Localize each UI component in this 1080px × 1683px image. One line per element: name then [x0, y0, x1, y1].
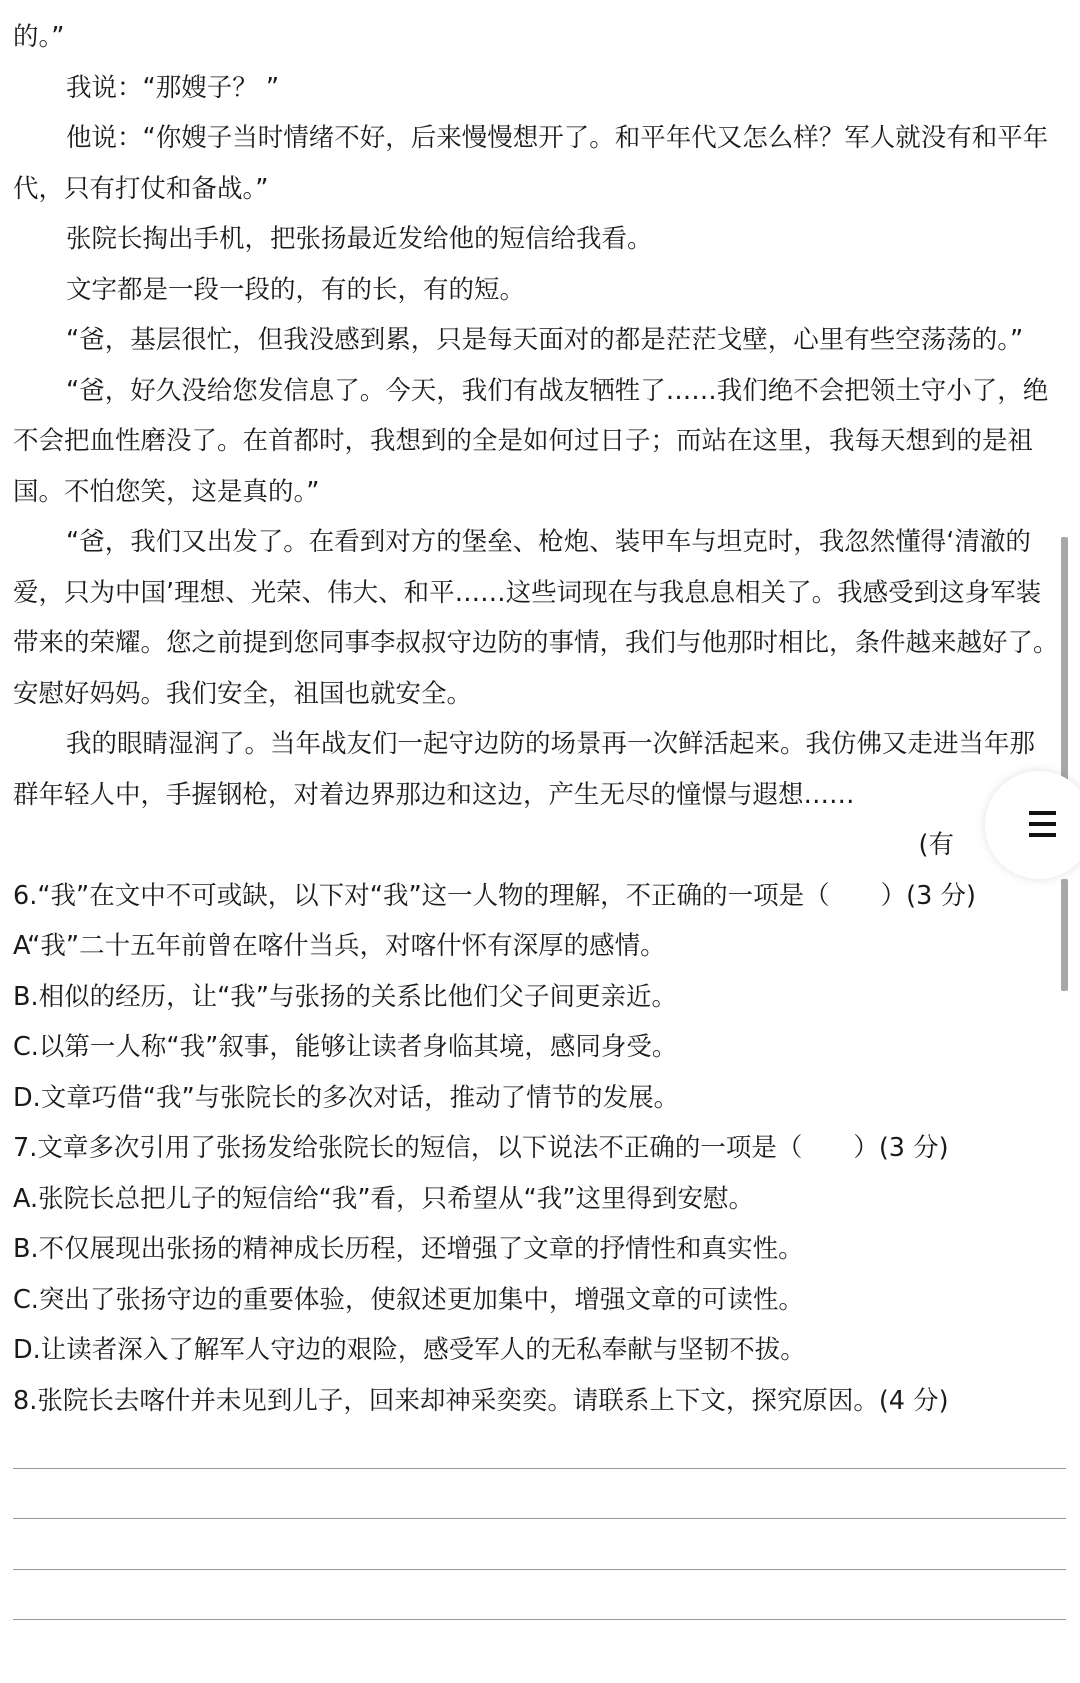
passage-line: “爸，基层很忙，但我没感到累，只是每天面对的都是茫茫戈壁，心里有些空荡荡的。”: [66, 325, 1024, 355]
passage-line: 不会把血性磨没了。在首都时，我想到的全是如何过日子；而站在这里，我每天想到的是祖: [13, 426, 1034, 456]
question-option[interactable]: B.相似的经历，让“我”与张扬的关系比他们父子间更亲近。: [13, 981, 678, 1012]
hamburger-menu-icon: [1029, 811, 1056, 844]
answer-line[interactable]: [13, 1468, 1066, 1469]
question-option[interactable]: A.张院长总把儿子的短信给“我”看，只希望从“我”这里得到安慰。: [13, 1183, 754, 1214]
passage-line: 安慰好妈妈。我们安全，祖国也就安全。: [13, 678, 473, 709]
passage-line: 的。”: [13, 22, 65, 52]
passage-line: 群年轻人中，手握钢枪，对着边界那边和这边，产生无尽的憧憬与遐想……: [13, 779, 855, 810]
passage-line: 带来的荣耀。您之前提到您同事李叔叔守边防的事情，我们与他那时相比，条件越来越好了。: [13, 628, 1059, 658]
scrollbar-thumb-lower[interactable]: [1061, 879, 1068, 991]
passage: [13, 12, 1066, 820]
question-stem: 6.“我”在文中不可或缺，以下对“我”这一人物的理解，不正确的一项是（ ）(3 分): [13, 880, 976, 911]
passage-line: 我的眼睛湿润了。当年战友们一起守边防的场景再一次鲜活起来。我仿佛又走进当年那: [66, 729, 1036, 759]
passage-line: 他说：“你嫂子当时情绪不好，后来慢慢想开了。和平年代又怎么样？军人就没有和平年: [66, 123, 1049, 153]
passage-line: 国。不怕您笑，这是真的。”: [13, 476, 320, 507]
passage-line: 张院长掏出手机，把张扬最近发给他的短信给我看。: [66, 224, 653, 254]
source-note: (有: [918, 830, 954, 860]
passage-line: 我说：“那嫂子？ ”: [66, 72, 280, 103]
answer-line[interactable]: [13, 1569, 1066, 1570]
passage-line: “爸，我们又出发了。在看到对方的堡垒、枪炮、装甲车与坦克时，我忽然懂得‘清澈的: [66, 527, 1031, 557]
passage-line: 文字都是一段一段的，有的长，有的短。: [66, 274, 526, 305]
question-option[interactable]: B.不仅展现出张扬的精神成长历程，还增强了文章的抒情性和真实性。: [13, 1234, 804, 1264]
question-option[interactable]: D.文章巧借“我”与张院长的多次对话，推动了情节的发展。: [13, 1082, 680, 1113]
question-option[interactable]: D.让读者深入了解军人守边的艰险，感受军人的无私奉献与坚韧不拔。: [13, 1335, 806, 1365]
questions: [13, 871, 1066, 1427]
passage-line: 爱，只为中国’理想、光荣、伟大、和平……这些词现在与我息息相关了。我感受到这身军装: [13, 577, 1042, 608]
question-stem: 7.文章多次引用了张扬发给张院长的短信，以下说法不正确的一项是（ ）(3 分): [13, 1133, 949, 1163]
question-option[interactable]: C.突出了张扬守边的重要体验，使叙述更加集中，增强文章的可读性。: [13, 1284, 804, 1315]
question-option[interactable]: A“我”二十五年前曾在喀什当兵，对喀什怀有深厚的感情。: [13, 931, 666, 961]
document-body: [13, 12, 1066, 1426]
answer-line[interactable]: [13, 1518, 1066, 1519]
passage-line: “爸，好久没给您发信息了。今天，我们有战友牺牲了……我们绝不会把领土守小了，绝: [66, 375, 1049, 406]
passage-line: 代，只有打仗和备战。”: [13, 173, 269, 204]
scrollbar-thumb[interactable]: [1061, 537, 1068, 799]
answer-line[interactable]: [13, 1619, 1066, 1620]
question-option[interactable]: C.以第一人称“我”叙事，能够让读者身临其境，感同身受。: [13, 1032, 678, 1062]
question-stem: 8.张院长去喀什并未见到儿子，回来却神采奕奕。请联系上下文，探究原因。(4 分): [13, 1385, 949, 1416]
